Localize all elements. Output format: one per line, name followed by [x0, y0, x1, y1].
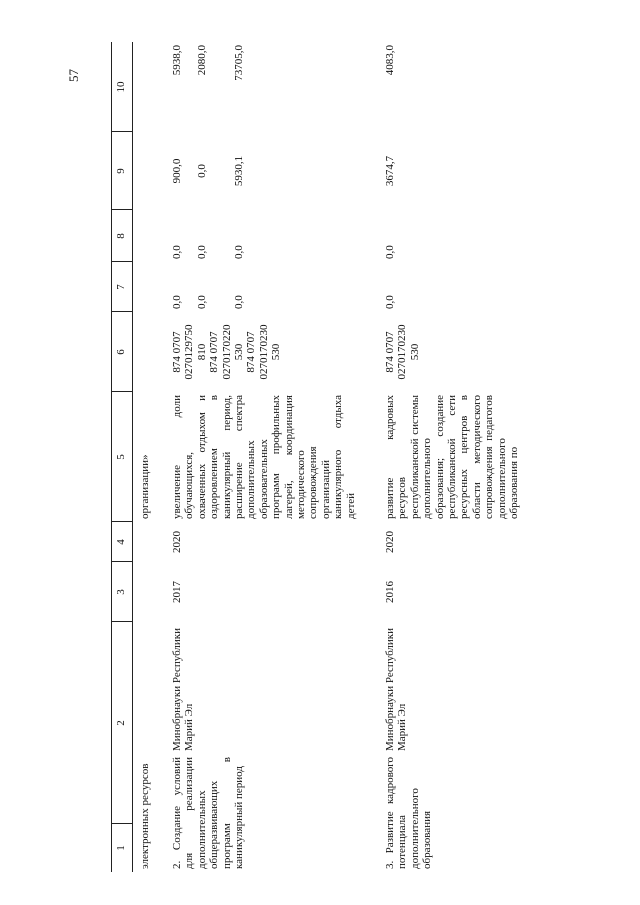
header-divider — [112, 311, 132, 312]
end-year: 2020 — [171, 531, 183, 553]
page-number: 57 — [66, 69, 81, 82]
col10-values — [171, 42, 245, 132]
header-row — [111, 42, 133, 872]
kbk-line: 874 0707 — [208, 331, 221, 373]
kbk-line: 0270129750 — [183, 324, 196, 380]
amount-cell: 0,0 — [384, 245, 396, 259]
amount-cell: 900,0 — [171, 158, 183, 184]
kbk-line: 874 0707 — [384, 331, 396, 373]
amount-cell: 0,0 — [195, 295, 208, 309]
col7-values — [384, 262, 396, 312]
kbk-line: 0270170230 — [257, 324, 270, 380]
header-col-8: 8 — [115, 233, 127, 239]
header-col-4: 4 — [115, 539, 127, 545]
kbk-line: 530 — [233, 343, 246, 361]
header-divider — [112, 391, 132, 392]
amount-cell: 2080,0 — [195, 45, 208, 76]
header-divider — [112, 131, 132, 132]
kbk-line: 0270170230 — [396, 324, 409, 380]
amount-cell: 0,0 — [195, 164, 208, 178]
header-col-9: 9 — [115, 168, 127, 174]
amount-cell: 5938,0 — [171, 45, 183, 76]
budget-classification-codes — [384, 312, 421, 392]
col9-values — [384, 132, 396, 210]
header-divider — [112, 823, 132, 824]
start-year: 2017 — [171, 581, 183, 603]
amount-cell: 73705,0 — [232, 45, 245, 81]
measure-name: 3. Развитие кадрового потенциала дополнительного образования — [384, 757, 434, 869]
header-divider — [112, 621, 132, 622]
amount-cell: 5930,1 — [232, 155, 245, 187]
measure-name: 2. Создание условий для реализации дополнительных общеразвивающих программ в каникулярный период — [171, 757, 246, 869]
amount-cell: 0,0 — [232, 295, 245, 309]
kbk-line: 0270170220 — [220, 324, 233, 380]
kbk-line: 810 — [195, 343, 208, 361]
header-col-2: 2 — [115, 720, 127, 726]
amount-cell: 0,0 — [232, 245, 245, 259]
budget-classification-codes — [171, 312, 283, 392]
col8-values — [171, 210, 245, 262]
amount-cell: 4083,0 — [384, 45, 396, 76]
header-divider — [112, 521, 132, 522]
header-col-5: 5 — [115, 454, 127, 460]
amount-cell: 0,0 — [195, 245, 208, 259]
expected-result: увеличение доли обучающихся, охваченных отдыхом и оздоровлением в каникулярный период, расширение спектра дополнительных образовательных программ профильных лагерей, координация методического сопровождения организаций каникулярного отдыха детей — [171, 395, 357, 519]
kbk-line: 874 0707 — [171, 331, 183, 373]
header-col-6: 6 — [115, 349, 127, 355]
responsible-executor: Минобрнауки Республики Марий Эл — [384, 627, 409, 751]
kbk-line: 874 0707 — [245, 331, 258, 373]
col9-values — [171, 132, 245, 210]
header-col-7: 7 — [115, 284, 127, 290]
kbk-line: 530 — [408, 343, 421, 361]
responsible-executor: Минобрнауки Республики Марий Эл — [171, 627, 196, 751]
amount-cell: 0,0 — [384, 295, 396, 309]
header-divider — [112, 561, 132, 562]
header-col-3: 3 — [115, 589, 127, 595]
header-col-10: 10 — [115, 81, 127, 93]
end-year: 2020 — [384, 531, 396, 553]
header-divider — [112, 209, 132, 210]
header-col-1: 1 — [115, 845, 127, 851]
continuation-measure: электронных ресурсов — [139, 763, 151, 869]
header-divider — [112, 261, 132, 262]
amount-cell: 3674,7 — [384, 155, 396, 187]
expected-result: развитие кадровых ресурсов республиканской системы дополнительного образования; создание республиканской сети ресурсных центров в области методического сопровождения педагогов дополнительного образования по — [384, 395, 521, 519]
amount-cell: 0,0 — [171, 295, 183, 309]
col7-values — [171, 262, 245, 312]
rotated-table — [111, 42, 631, 872]
col8-values — [384, 210, 396, 262]
kbk-line: 530 — [270, 343, 283, 361]
start-year: 2016 — [384, 581, 396, 603]
continuation-result: организации» — [139, 454, 151, 519]
col10-values — [384, 42, 396, 132]
amount-cell: 0,0 — [171, 245, 183, 259]
